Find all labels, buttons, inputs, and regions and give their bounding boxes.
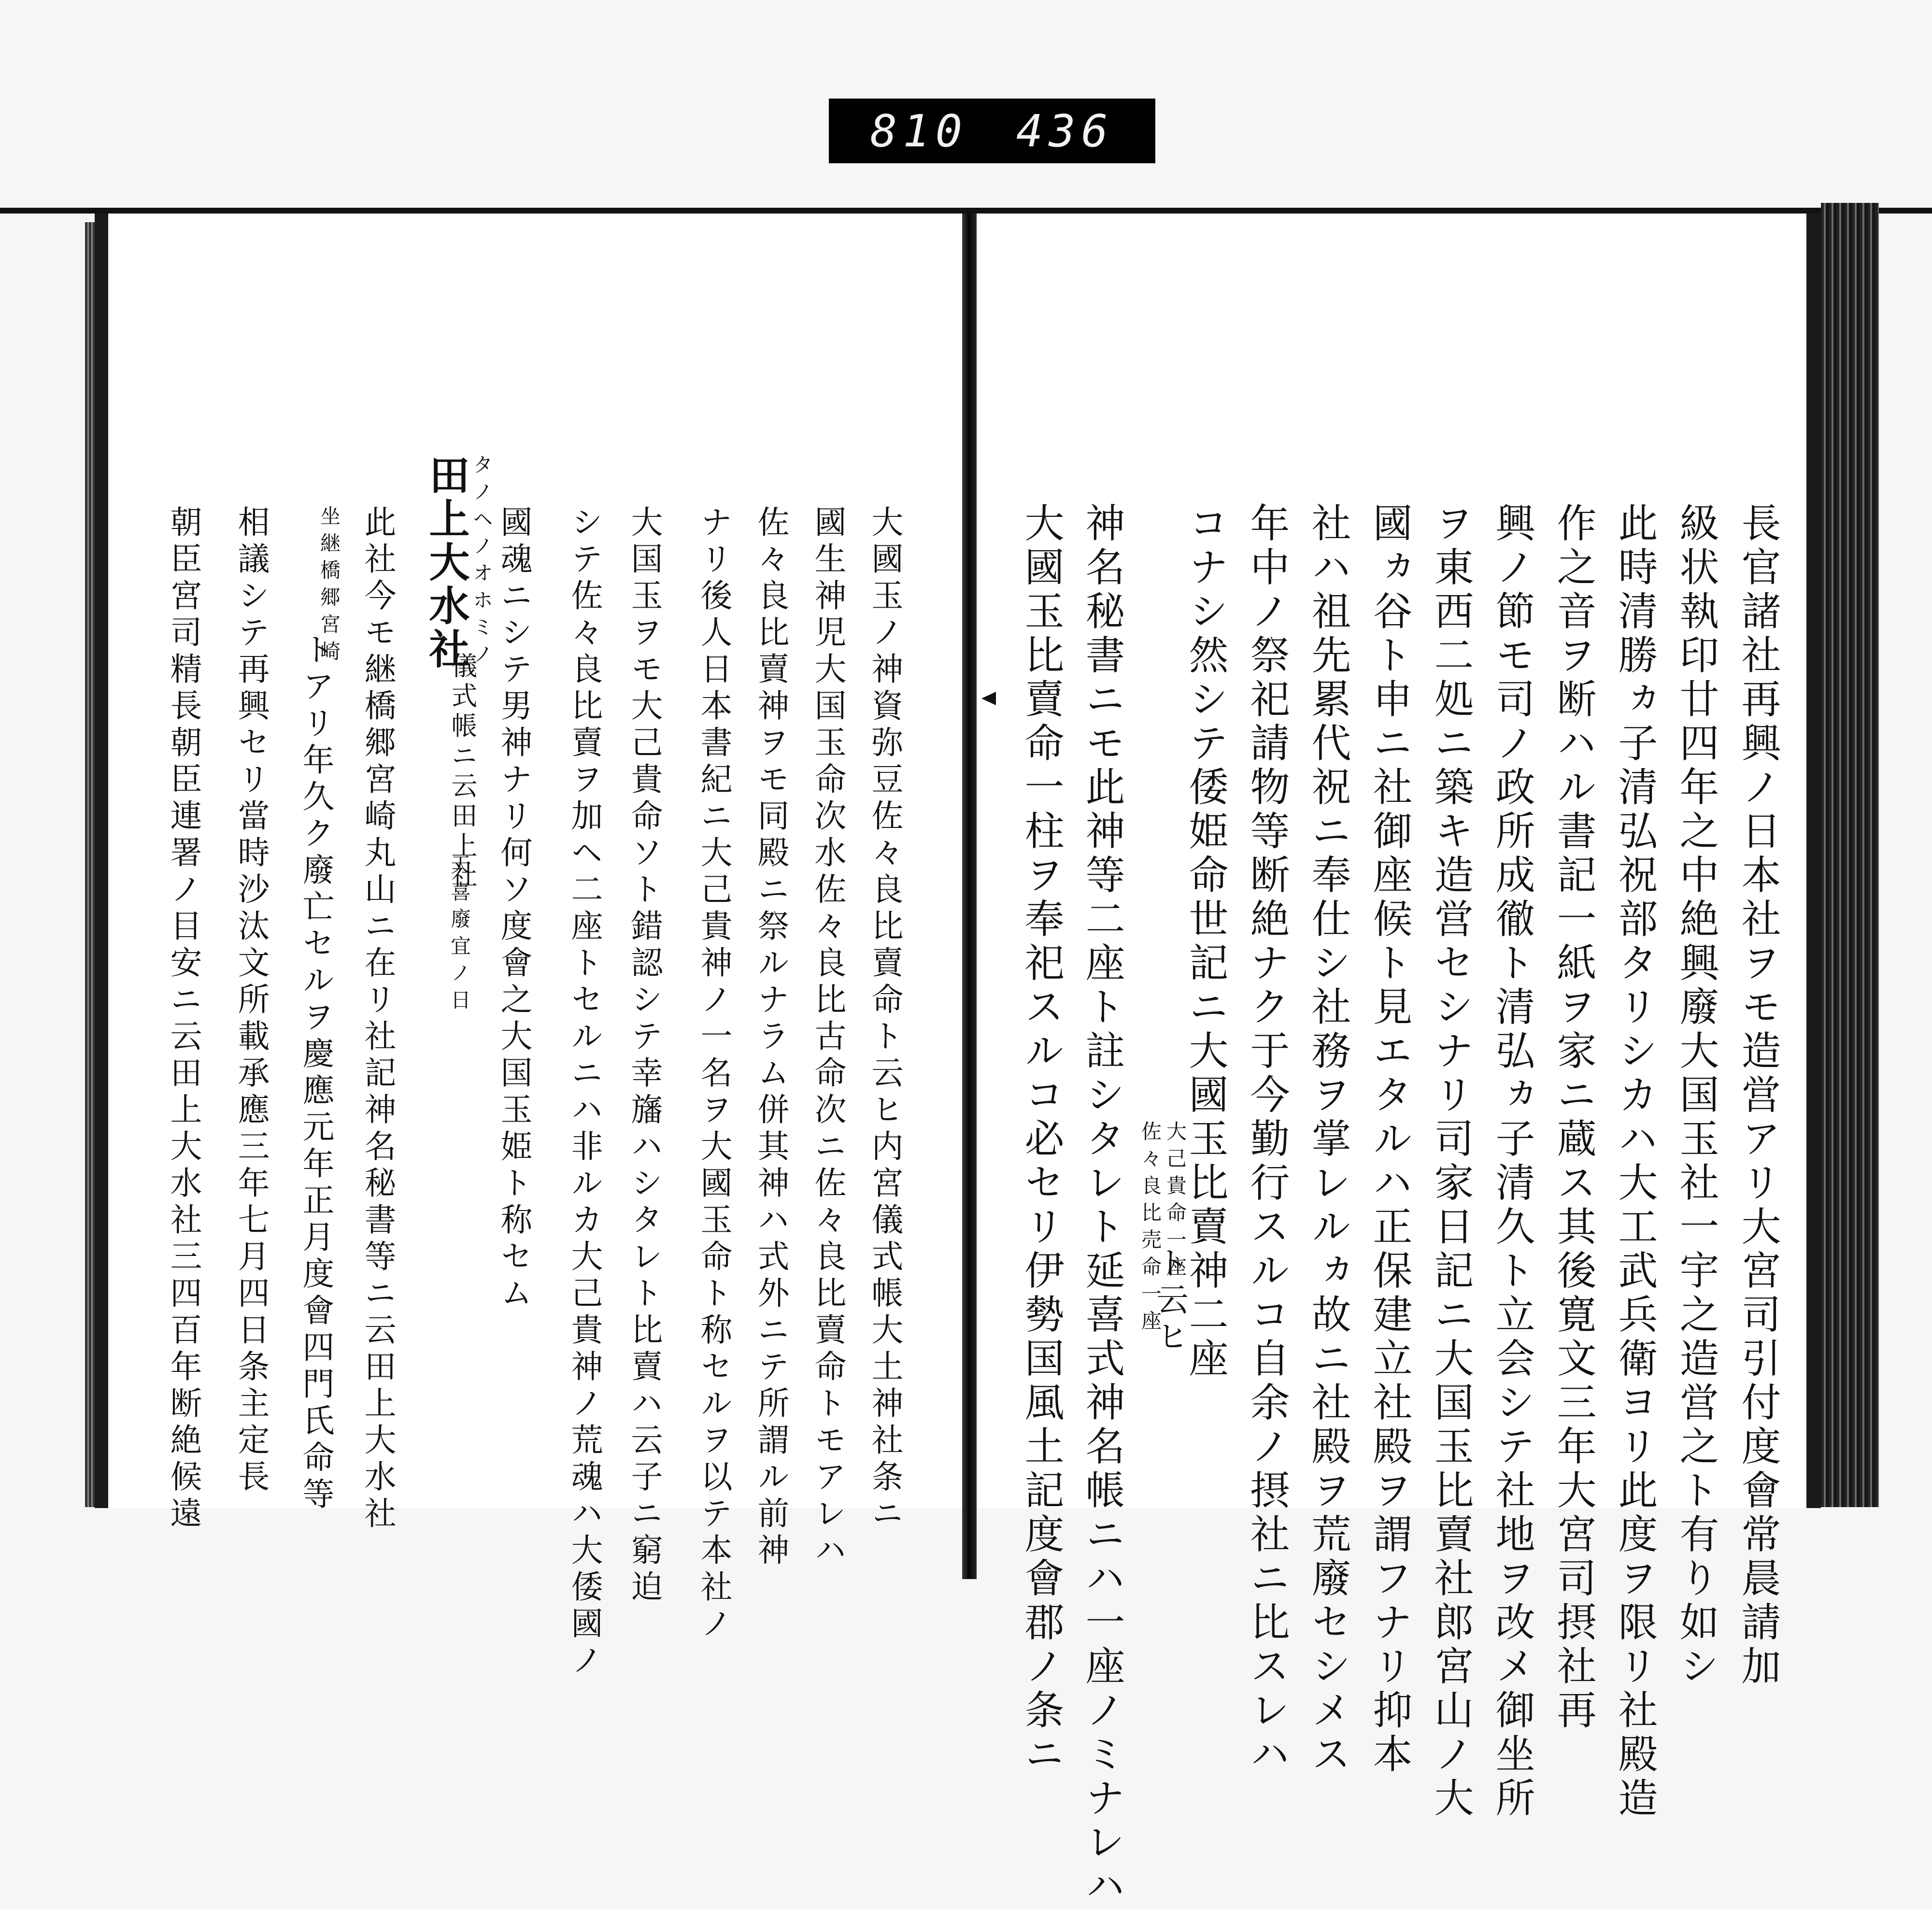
shrine-heading: 田上大水社 [423,454,470,671]
inline-note-line-1: 大己貴命一座 [1164,1121,1187,1283]
text-column: 神名秘書ニモ此神等二座ト註シタレト延喜式神名帳ニハ一座ノミナレハ [1079,502,1125,1909]
text-column: ナリ後人日本書紀ニ大己貴神ノ一名ヲ大國玉命ト称セルヲ以テ本社ノ [695,505,732,1643]
text-column: 大国玉ヲモ大己貴命ソト錯認シテ幸旛ハシタレト比賣ハ云子ニ窮迫 [625,505,663,1607]
text-column: 此社今モ継橋郷宮崎丸山ニ在リ社記神名秘書等ニ云田上大水社 [359,505,396,1533]
text-column: 作之音ヲ断ハル書記一紙ヲ家ニ蔵ス其後寛文三年大宮司摂社再 [1550,502,1596,1733]
page-marker-arrow [981,692,996,705]
shrine-reading-gloss: タノヘノオホミノ [470,454,494,670]
inline-note-line-2: 佐々良比売命一座 [1138,1121,1162,1337]
text-column: コナシ然シテ倭姫命世記ニ大國玉比賣神二座 [1182,502,1228,1382]
text-column: 朝臣宮司精長朝臣連署ノ目安ニ云田上大水社三四百年断絶候遠 [165,505,202,1533]
citation: 儀式帳ニ云田上社 [447,652,478,892]
binding-rule [0,208,1932,214]
reel-number: 810 [870,105,968,157]
text-column: 長官諸社再興ノ日本社ヲモ造営アリ大宮司引付度會常晨請加 [1735,502,1781,1689]
text-column: 國生神児大国玉命次水佐々良比古命次ニ佐々良比賣命トモアレハ [809,505,846,1570]
side-gloss: 坐継橋郷宮崎 [317,505,341,668]
text-column: 級状執印廿四年之中絶興廢大国玉社一宇之造営之ト有り如シ [1673,502,1719,1689]
text-column: 大國玉比賣命一柱ヲ奉祀スルコ必セリ伊勢国風土記度會郡ノ条ニ [1018,502,1064,1777]
text-column: 國ヵ谷ト申ニ社御座候ト見エタルハ正保建立社殿ヲ謂フナリ抑本 [1366,502,1412,1777]
book-spine [962,214,977,1579]
frame-number: 436 [1016,105,1114,157]
text-column: シテ佐々良比賣ヲ加ヘ二座トセルニハ非ルカ大己貴神ノ荒魂ハ大倭國ノ [566,505,603,1680]
text-column: 此時清勝ヵ子清弘祝部タリシカハ大工武兵衛ヨリ此度ヲ限リ社殿造 [1612,502,1658,1821]
text-column: 佐々良比賣神ヲモ同殿ニ祭ルナラム併其神ハ式外ニテ所謂ル前神 [752,505,789,1570]
frame-number-label [829,99,1155,163]
citation-note: 天喜廢宜ノ日 [448,854,471,1016]
text-column: 相議シテ再興セリ當時沙汰文所載承應三年七月四日条主定長 [232,505,270,1496]
text-column: 國魂ニシテ男神ナリ何ソ度會之大国玉姫ト称セム [495,505,532,1313]
text-column: 大國玉ノ神資弥豆佐々良比賣命ト云ヒ内宮儀式帳大土神社条ニ [866,505,903,1533]
right-page-edge [1821,203,1879,1507]
text-column: 年中ノ祭祀請物等断絶ナク于今勤行スルコ自余ノ摂社ニ比スレハ [1244,502,1290,1777]
text-column: 興ノ節モ司ノ政所成徹ト清弘ヵ子清久ト立会シテ社地ヲ改メ御坐所 [1489,502,1535,1821]
inline-note-suffix: ト云ヒ [1151,1246,1188,1356]
text-column: 社ハ祖先累代祝ニ奉仕シ社務ヲ掌レルヵ故ニ社殿ヲ荒廢セシメス [1305,502,1351,1777]
text-column: ヲ東西二処ニ築キ造営セシナリ司家日記ニ大国玉比賣社郎宮山ノ大 [1428,502,1474,1821]
text-column: トアリ年久ク廢亡セルヲ慶應元年正月度會四門氏命等 [297,633,334,1514]
